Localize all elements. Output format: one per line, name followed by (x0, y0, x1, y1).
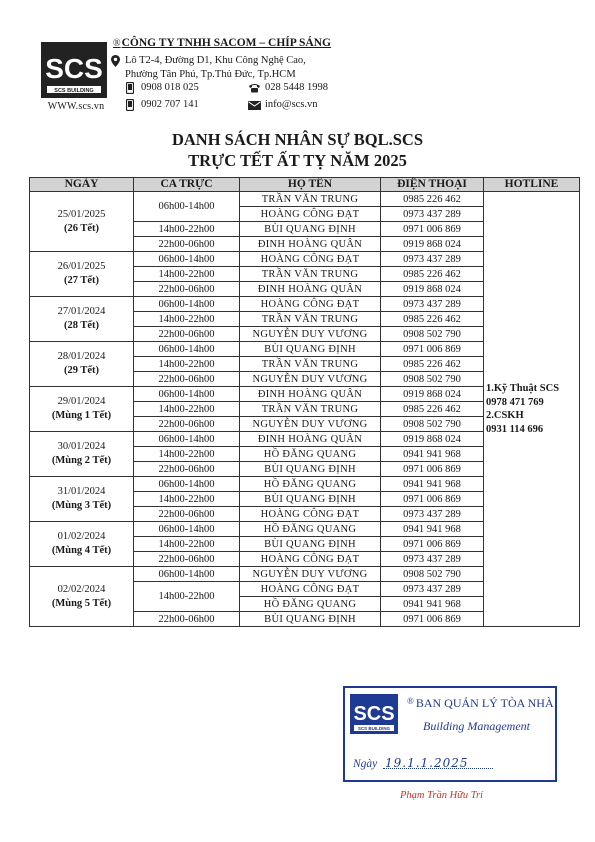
staff-name-cell: NGUYỄN DUY VƯƠNG (240, 327, 381, 342)
shift-cell: 14h00-22h00 (134, 537, 240, 552)
shift-cell: 14h00-22h00 (134, 402, 240, 417)
phone-cell: 0985 226 462 (381, 402, 484, 417)
table-row (30, 192, 580, 207)
shift-cell: 06h00-14h00 (134, 477, 240, 492)
staff-name-cell: HỒ ĐĂNG QUANG (240, 447, 381, 462)
phone-cell: 0973 437 289 (381, 582, 484, 597)
staff-name-cell: ĐINH HOÀNG QUÂN (240, 282, 381, 297)
date-value: 26/01/2025 (57, 261, 106, 272)
hotline-number: 0931 114 696 (486, 423, 544, 435)
staff-name-cell: HỒ ĐĂNG QUANG (240, 522, 381, 537)
company-address (125, 54, 306, 81)
shift-cell: 06h00-14h00 (134, 297, 240, 312)
shift-cell: 22h00-06h00 (134, 612, 240, 627)
staff-name-cell: HOÀNG CÔNG ĐẠT (240, 507, 381, 522)
phone-cell: 0941 941 968 (381, 477, 484, 492)
stamp-scs-logo (350, 694, 398, 734)
company-name: CÔNG TY TNHH SACOM – CHÍP SÁNG (121, 37, 331, 49)
date-value: 31/01/2024 (57, 486, 106, 497)
phone-cell: 0971 006 869 (381, 537, 484, 552)
phone-cell: 0973 437 289 (381, 507, 484, 522)
shift-cell: 14h00-22h00 (134, 222, 240, 237)
phone-cell: 0985 226 462 (381, 267, 484, 282)
shift-cell: 22h00-06h00 (134, 372, 240, 387)
date-value: 28/01/2024 (57, 351, 106, 362)
phone-cell: 0973 437 289 (381, 297, 484, 312)
shift-cell: 06h00-14h00 (134, 387, 240, 402)
phone-cell: 0971 006 869 (381, 612, 484, 627)
phone-cell: 0919 868 024 (381, 237, 484, 252)
registered-mark: ® (113, 38, 121, 49)
date-label: (29 Tết) (63, 365, 100, 376)
hotline-number: 0978 471 769 (486, 396, 544, 408)
location-pin-icon (111, 55, 120, 67)
staff-name-cell: HOÀNG CÔNG ĐẠT (240, 207, 381, 222)
phone-cell: 0941 941 968 (381, 597, 484, 612)
date-value: 27/01/2024 (57, 306, 106, 317)
mobile-number-1: 0908 018 025 (141, 82, 199, 93)
shift-cell: 06h00-14h00 (134, 432, 240, 447)
page-subtitle: TRỰC TẾT ẤT TỴ NĂM 2025 (188, 151, 407, 170)
shift-cell: 22h00-06h00 (134, 462, 240, 477)
staff-name-cell: ĐINH HOÀNG QUÂN (240, 237, 381, 252)
phone-cell: 0971 006 869 (381, 342, 484, 357)
mobile-number-2: 0902 707 141 (141, 99, 199, 110)
header-name: HỌ TÊN (240, 178, 381, 192)
phone-cell: 0973 437 289 (381, 552, 484, 567)
shift-cell: 22h00-06h00 (134, 417, 240, 432)
address-line-1: Lô T2-4, Đường D1, Khu Công Nghệ Cao, (125, 55, 306, 66)
staff-name-cell: BÙI QUANG ĐỊNH (240, 462, 381, 477)
date-label: (27 Tết) (63, 275, 100, 286)
shift-cell: 22h00-06h00 (134, 552, 240, 567)
phone-cell: 0908 502 790 (381, 567, 484, 582)
hotline-label: 1.Kỹ Thuật SCS (486, 383, 560, 394)
table-body (30, 192, 580, 627)
hotline-cell (484, 192, 580, 627)
staff-name-cell: HOÀNG CÔNG ĐẠT (240, 552, 381, 567)
date-cell (30, 567, 134, 627)
shift-cell: 22h00-06h00 (134, 507, 240, 522)
staff-name-cell: BÙI QUANG ĐỊNH (240, 612, 381, 627)
date-label: (Mùng 5 Tết) (51, 597, 112, 609)
duty-roster-table (29, 177, 580, 627)
date-value: 02/02/2024 (57, 583, 106, 595)
date-cell (30, 522, 134, 567)
email-address: info@scs.vn (265, 99, 318, 110)
phone-cell: 0919 868 024 (381, 282, 484, 297)
date-label: (Mùng 2 Tết) (51, 455, 112, 466)
staff-name-cell: BÙI QUANG ĐỊNH (240, 537, 381, 552)
shift-cell: 14h00-22h00 (134, 582, 240, 612)
date-label: (28 Tết) (63, 320, 100, 331)
staff-name-cell: NGUYỄN DUY VƯƠNG (240, 567, 381, 582)
phone-cell: 0971 006 869 (381, 492, 484, 507)
stamp-org-name: BAN QUẢN LÝ TÒA NHÀ (415, 696, 554, 710)
date-value: 30/01/2024 (57, 441, 106, 452)
date-value: 01/02/2024 (57, 531, 106, 542)
mobile-phone-icon (126, 99, 134, 111)
stamp-date-value: 19.1.1.2025 (385, 756, 469, 770)
phone-cell: 0908 502 790 (381, 417, 484, 432)
staff-name-cell: TRẦN VĂN TRUNG (240, 267, 381, 282)
management-stamp (343, 686, 557, 782)
shift-cell: 22h00-06h00 (134, 237, 240, 252)
company-website: WWW.scs.vn (47, 101, 105, 112)
staff-name-cell: TRẦN VĂN TRUNG (240, 192, 381, 207)
date-label: (Mùng 3 Tết) (51, 500, 112, 511)
shift-cell: 06h00-14h00 (134, 192, 240, 222)
stamp-date-label: Ngày (353, 758, 378, 770)
staff-name-cell: ĐINH HOÀNG QUÂN (240, 432, 381, 447)
logo-text: SCS (45, 53, 103, 84)
phone-cell: 0985 226 462 (381, 192, 484, 207)
phone-cell: 0971 006 869 (381, 462, 484, 477)
staff-name-cell: NGUYỄN DUY VƯƠNG (240, 372, 381, 387)
staff-name-cell: HOÀNG CÔNG ĐẠT (240, 582, 381, 597)
page-title: DANH SÁCH NHÂN SỰ BQL.SCS (171, 130, 424, 149)
header-hotline: HOTLINE (484, 178, 580, 192)
date-label: (Mùng 4 Tết) (51, 545, 112, 556)
signer-name: Phạm Trần Hữu Trí (400, 790, 484, 801)
shift-cell: 06h00-14h00 (134, 252, 240, 267)
date-label: (26 Tết) (63, 222, 100, 234)
stamp-department: Building Management (423, 719, 530, 733)
staff-name-cell: HOÀNG CÔNG ĐẠT (240, 252, 381, 267)
mobile-phone-icon (126, 82, 134, 94)
header-date: NGÀY (30, 178, 134, 192)
staff-name-cell: TRẦN VĂN TRUNG (240, 357, 381, 372)
staff-name-cell: BÙI QUANG ĐỊNH (240, 222, 381, 237)
phone-cell: 0973 437 289 (381, 252, 484, 267)
email-icon (248, 101, 261, 110)
stamp-organization (407, 696, 554, 711)
company-name-line (113, 37, 331, 49)
staff-name-cell: BÙI QUANG ĐỊNH (240, 342, 381, 357)
shift-cell: 06h00-14h00 (134, 522, 240, 537)
date-label: (Mùng 1 Tết) (51, 410, 112, 421)
staff-name-cell: HỒ ĐĂNG QUANG (240, 597, 381, 612)
stamp-logo-subtext: SCS BUILDING (357, 726, 391, 731)
logo-subtext: SCS BUILDING (54, 88, 94, 94)
phone-cell: 0919 868 024 (381, 387, 484, 402)
date-cell (30, 297, 134, 342)
phone-cell: 0973 437 289 (381, 207, 484, 222)
staff-name-cell: HỒ ĐĂNG QUANG (240, 477, 381, 492)
shift-cell: 14h00-22h00 (134, 447, 240, 462)
table-header-row (30, 178, 580, 192)
shift-cell: 14h00-22h00 (134, 312, 240, 327)
phone-cell: 0971 006 869 (381, 222, 484, 237)
landline-number: 028 5448 1998 (265, 82, 328, 93)
shift-cell: 06h00-14h00 (134, 567, 240, 582)
staff-name-cell: BÙI QUANG ĐỊNH (240, 492, 381, 507)
phone-cell: 0908 502 790 (381, 372, 484, 387)
shift-cell: 22h00-06h00 (134, 282, 240, 297)
phone-cell: 0919 868 024 (381, 432, 484, 447)
staff-name-cell: ĐINH HOÀNG QUÂN (240, 387, 381, 402)
staff-name-cell: TRẦN VĂN TRUNG (240, 312, 381, 327)
date-cell (30, 252, 134, 297)
phone-cell: 0941 941 968 (381, 522, 484, 537)
shift-cell: 06h00-14h00 (134, 342, 240, 357)
date-cell (30, 432, 134, 477)
phone-cell: 0941 941 968 (381, 447, 484, 462)
phone-cell: 0985 226 462 (381, 357, 484, 372)
date-cell (30, 192, 134, 252)
staff-name-cell: HOÀNG CÔNG ĐẠT (240, 297, 381, 312)
hotline-label: 2.CSKH (486, 410, 524, 421)
stamp-date-dotted-line (383, 768, 493, 769)
address-line-2: Phường Tân Phú, Tp.Thủ Đức, Tp.HCM (125, 68, 296, 80)
shift-cell: 14h00-22h00 (134, 357, 240, 372)
stamp-registered-mark: ® (407, 696, 414, 706)
header-shift: CA TRỰC (134, 178, 240, 192)
date-value: 25/01/2025 (57, 208, 106, 220)
phone-cell: 0985 226 462 (381, 312, 484, 327)
date-cell (30, 342, 134, 387)
phone-cell: 0908 502 790 (381, 327, 484, 342)
date-cell (30, 387, 134, 432)
telephone-icon (248, 83, 261, 93)
scs-logo (41, 42, 107, 98)
shift-cell: 22h00-06h00 (134, 327, 240, 342)
header-phone: ĐIỆN THOẠI (381, 178, 484, 192)
shift-cell: 14h00-22h00 (134, 267, 240, 282)
date-cell (30, 477, 134, 522)
stamp-logo-text: SCS (353, 703, 395, 725)
staff-name-cell: TRẦN VĂN TRUNG (240, 402, 381, 417)
shift-cell: 14h00-22h00 (134, 492, 240, 507)
date-value: 29/01/2024 (57, 396, 106, 407)
staff-name-cell: NGUYỄN DUY VƯƠNG (240, 417, 381, 432)
